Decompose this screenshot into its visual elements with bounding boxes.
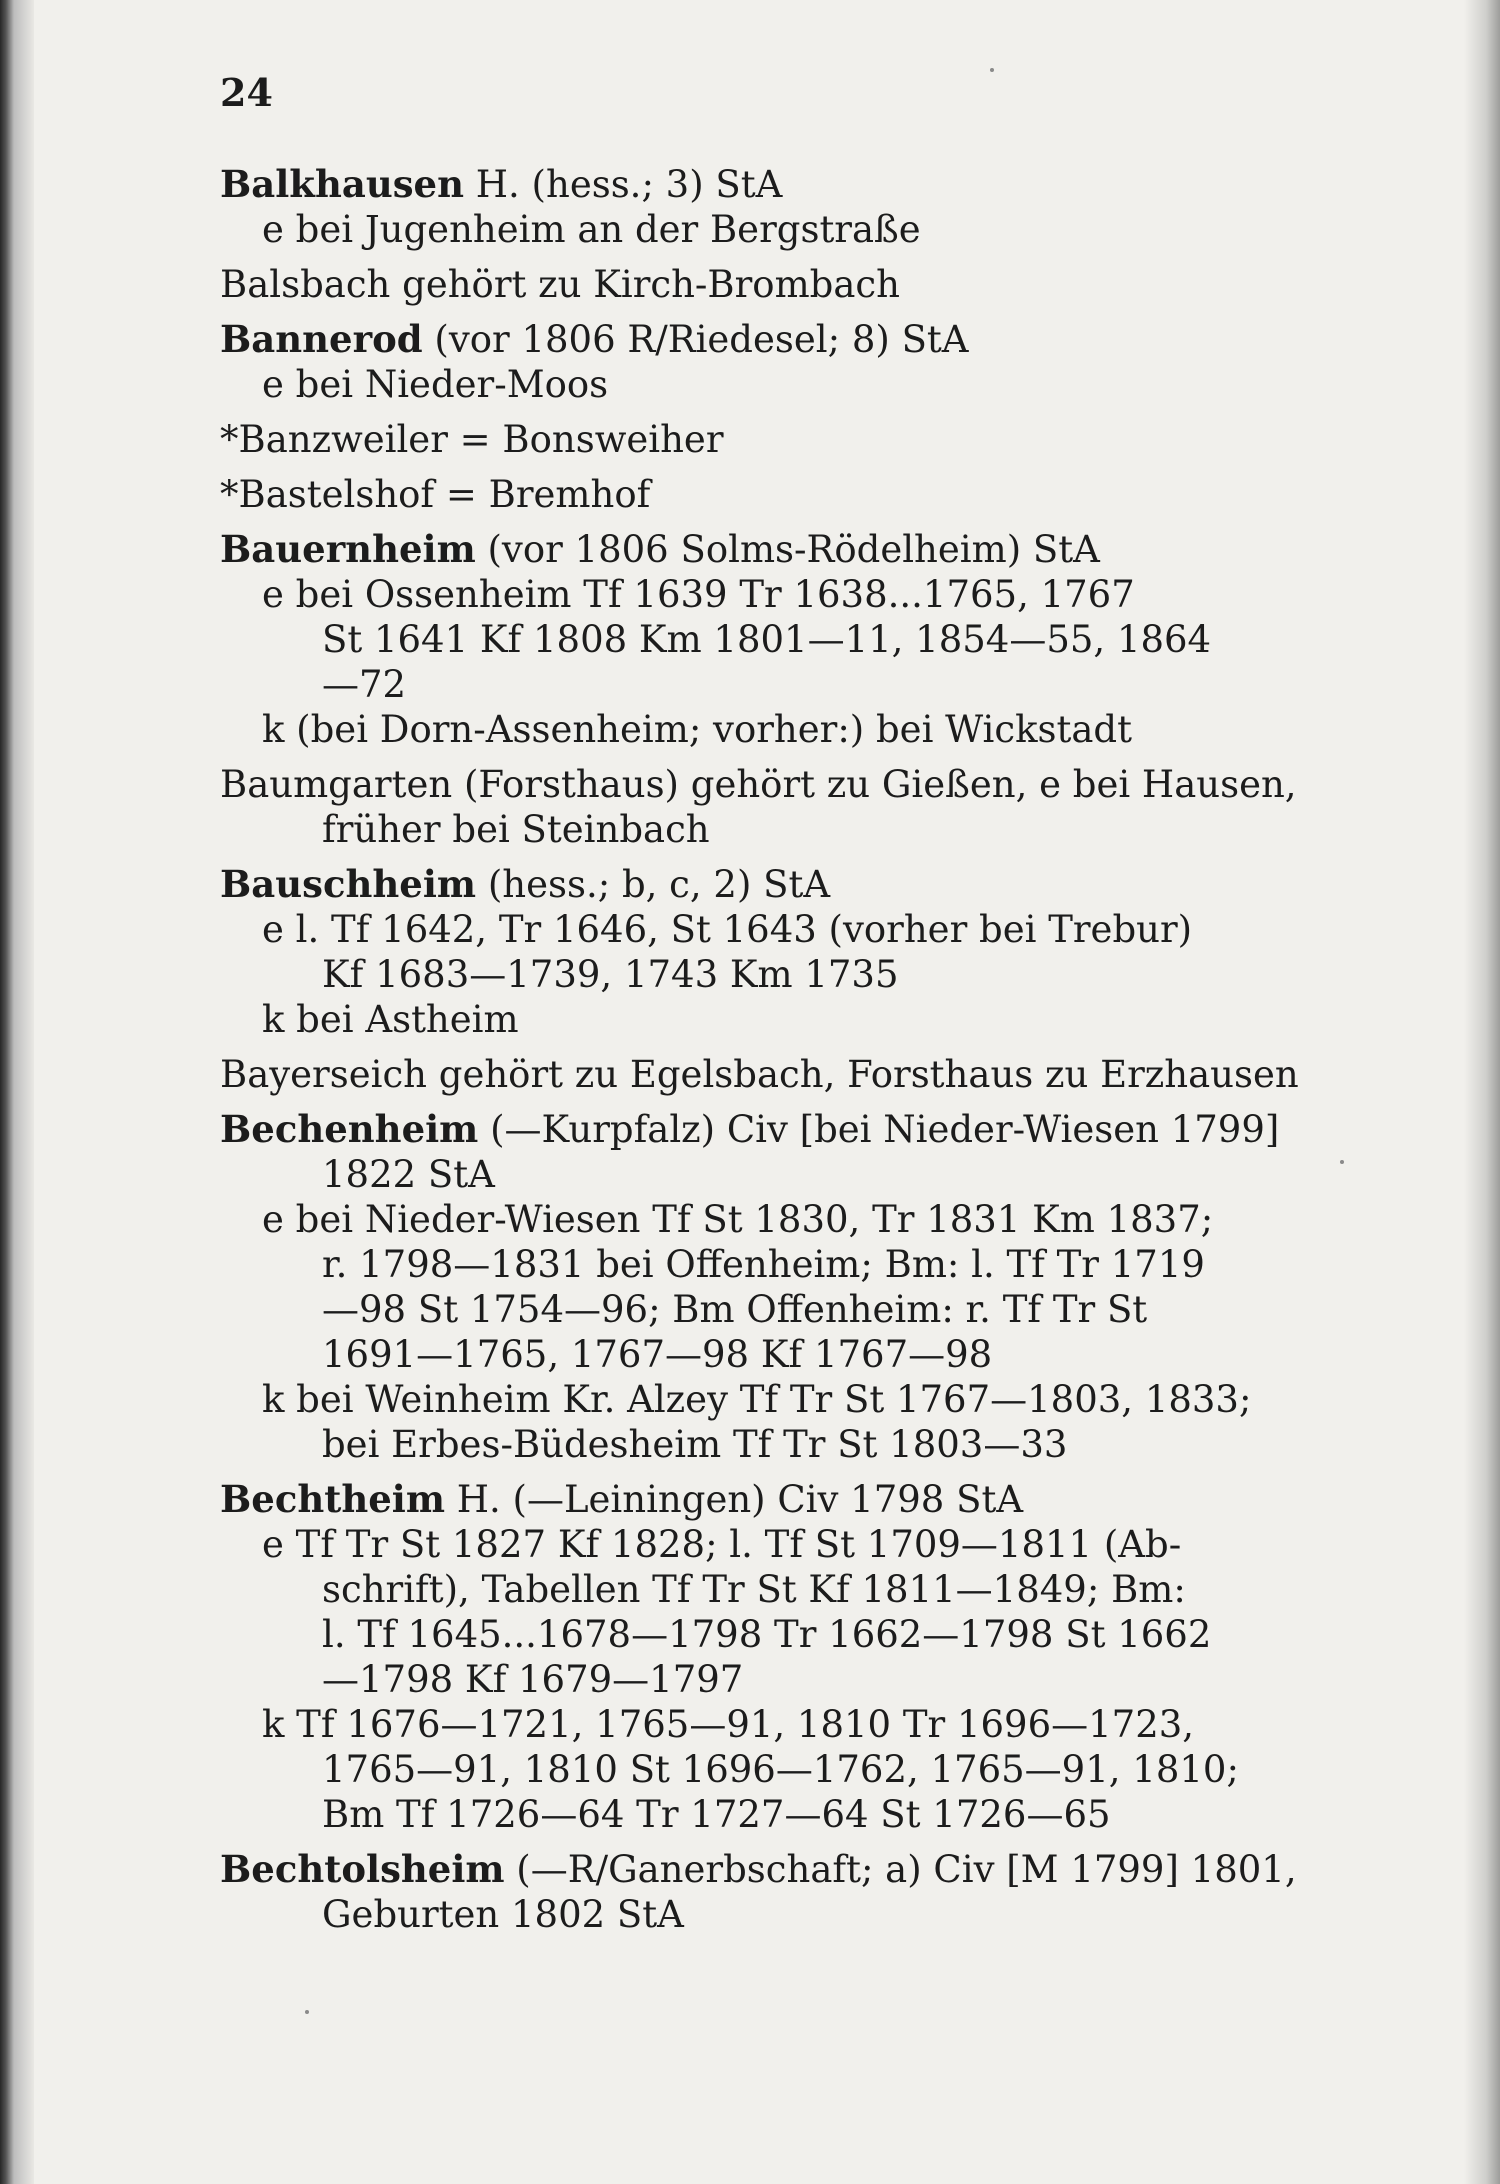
entry-text: (—Kurpfalz) Civ [bei Nieder-Wiesen 1799]	[478, 1108, 1280, 1151]
entry-first-line	[220, 1847, 1297, 1892]
entry-first-line	[220, 1052, 1299, 1097]
entry-detail-line: 1765—91, 1810 St 1696—1762, 1765—91, 1810;	[322, 1748, 1239, 1791]
paper-speck	[305, 2010, 309, 2014]
entry-text: Balsbach gehört zu Kirch-Brombach	[220, 263, 900, 306]
entry-first-line	[220, 317, 1290, 362]
entry-text: *Banzweiler = Bonsweiher	[220, 418, 724, 461]
entry-detail-line: k bei Weinheim Kr. Alzey Tf Tr St 1767—1803, 1833;	[262, 1378, 1252, 1421]
entry-detail-line: e l. Tf 1642, Tr 1646, St 1643 (vorher bei Trebur)	[262, 908, 1193, 951]
gazetteer-entry	[220, 1107, 1290, 1467]
entry-headword: Balkhausen	[220, 162, 464, 206]
gazetteer-entry	[220, 762, 1297, 852]
entry-first-line	[220, 862, 1290, 907]
gazetteer-entry	[220, 472, 1290, 517]
gazetteer-entry	[220, 417, 1290, 462]
page-edge-shadow	[1464, 0, 1500, 2184]
entry-first-line	[220, 527, 1290, 572]
entry-detail-line: schrift), Tabellen Tf Tr St Kf 1811—1849; Bm:	[322, 1568, 1186, 1611]
entry-detail-line: k Tf 1676—1721, 1765—91, 1810 Tr 1696—1723,	[262, 1703, 1195, 1746]
entry-first-line	[220, 162, 1290, 207]
entry-first-line	[220, 1107, 1290, 1152]
entry-text: Baumgarten (Forsthaus) gehört zu Gießen, e bei Hausen,	[220, 763, 1297, 806]
gazetteer-entry	[220, 162, 1290, 252]
gazetteer-entries	[220, 162, 1299, 1947]
entry-text: (vor 1806 Solms-Rödelheim) StA	[475, 528, 1100, 571]
entry-headword: Bannerod	[220, 317, 423, 361]
entry-text: (—R/Ganerbschaft; a) Civ [M 1799] 1801,	[504, 1848, 1297, 1891]
entry-detail-line: e bei Nieder-Moos	[262, 363, 609, 406]
gazetteer-entry	[220, 1052, 1299, 1097]
gazetteer-entry	[220, 527, 1290, 752]
entry-detail-line: Geburten 1802 StA	[322, 1893, 684, 1936]
entry-first-line	[220, 417, 1290, 462]
entry-detail-line: e bei Ossenheim Tf 1639 Tr 1638...1765, 1767	[262, 573, 1135, 616]
gazetteer-entry	[220, 317, 1290, 407]
entry-first-line	[220, 262, 1290, 307]
entry-detail-line: k (bei Dorn-Assenheim; vorher:) bei Wickstadt	[262, 708, 1132, 751]
gazetteer-entry	[220, 1847, 1297, 1937]
entry-detail-line: —1798 Kf 1679—1797	[322, 1658, 744, 1701]
entry-detail-line: Bm Tf 1726—64 Tr 1727—64 St 1726—65	[322, 1793, 1111, 1836]
entry-text: (vor 1806 R/Riedesel; 8) StA	[422, 318, 969, 361]
entry-detail-line: —72	[322, 663, 407, 706]
entry-first-line	[220, 472, 1290, 517]
entry-headword: Bechtolsheim	[220, 1847, 505, 1891]
entry-headword: Bauernheim	[220, 527, 476, 571]
paper-speck	[1340, 1160, 1344, 1164]
entry-headword: Bechtheim	[220, 1477, 445, 1521]
entry-text: Bayerseich gehört zu Egelsbach, Forsthaus zu Erzhausen	[220, 1053, 1299, 1096]
entry-headword: Bauschheim	[220, 862, 477, 906]
book-gutter-shadow	[0, 0, 34, 2184]
entry-detail-line: Kf 1683—1739, 1743 Km 1735	[322, 953, 899, 996]
gazetteer-entry	[220, 1477, 1290, 1837]
entry-first-line	[220, 1477, 1290, 1522]
entry-detail-line: früher bei Steinbach	[322, 808, 710, 851]
entry-text: H. (hess.; 3) StA	[464, 163, 783, 206]
entry-text: H. (—Leiningen) Civ 1798 StA	[444, 1478, 1024, 1521]
entry-headword: Bechenheim	[220, 1107, 479, 1151]
entry-detail-line: bei Erbes-Büdesheim Tf Tr St 1803—33	[322, 1423, 1068, 1466]
entry-first-line	[220, 762, 1297, 807]
entry-detail-line: —98 St 1754—96; Bm Offenheim: r. Tf Tr St	[322, 1288, 1148, 1331]
entry-detail-line: e bei Nieder-Wiesen Tf St 1830, Tr 1831 Km 1837;	[262, 1198, 1214, 1241]
page-number: 24	[220, 70, 273, 115]
gazetteer-entry	[220, 862, 1290, 1042]
entry-detail-line: e bei Jugenheim an der Bergstraße	[262, 208, 921, 251]
entry-text: *Bastelshof = Bremhof	[220, 473, 651, 516]
entry-detail-line: 1822 StA	[322, 1153, 495, 1196]
entry-detail-line: l. Tf 1645...1678—1798 Tr 1662—1798 St 1662	[322, 1613, 1212, 1656]
book-page	[220, 70, 1299, 2130]
gazetteer-entry	[220, 262, 1290, 307]
entry-detail-line: St 1641 Kf 1808 Km 1801—11, 1854—55, 1864	[322, 618, 1212, 661]
entry-detail-line: r. 1798—1831 bei Offenheim; Bm: l. Tf Tr 1719	[322, 1243, 1205, 1286]
entry-detail-line: 1691—1765, 1767—98 Kf 1767—98	[322, 1333, 993, 1376]
entry-detail-line: k bei Astheim	[262, 998, 519, 1041]
paper-speck	[990, 68, 994, 72]
entry-text: (hess.; b, c, 2) StA	[476, 863, 831, 906]
entry-detail-line: e Tf Tr St 1827 Kf 1828; l. Tf St 1709—1811 (Ab-	[262, 1523, 1182, 1566]
